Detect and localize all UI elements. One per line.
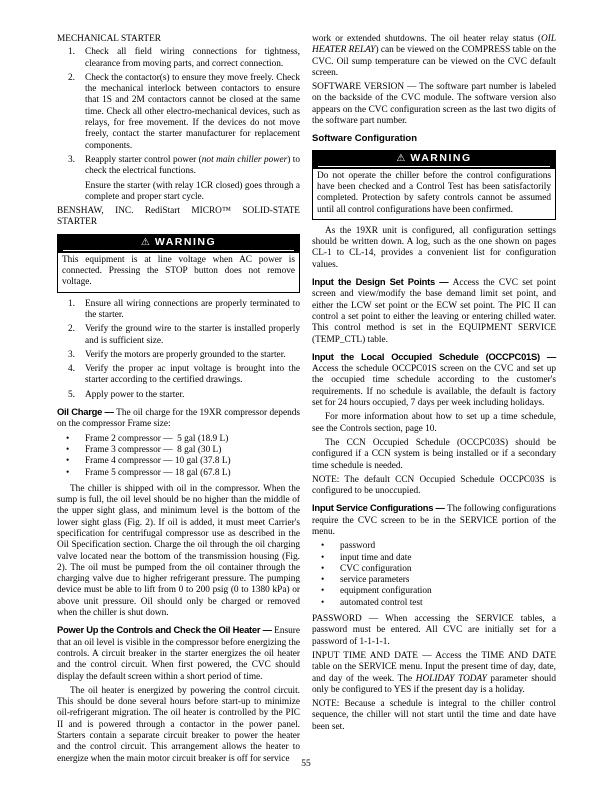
design-set-points-paragraph: Input the Design Set Points — Access the CVC set point screen and view/modify the base demand limit set point, and either the LCW set point or the ECW set point. The PIC II can control a set point to either the leaving or entering chilled water. This control method is set in the EQUIPMENT SERVICE (TEMP_CTL) table.: [312, 276, 556, 345]
page-number: 55: [301, 759, 311, 769]
section-heading-software-configuration: Software Configuration: [312, 133, 418, 145]
service-bullet-item: [312, 598, 556, 609]
list-item-text: Verify the ground wire to the starter is installed properly and is sufficient size.: [85, 324, 300, 346]
software-version-paragraph: SOFTWARE VERSION — The software part number is labeled on the backside of the CVC module. The software version also appears on the CVC configuration screen as the last two digits of the software part number.: [312, 82, 556, 127]
password-paragraph: PASSWORD — When accessing the SERVICE tables, a password must be entered. All CVC are initially set for a password of 1-1-1-1.: [312, 614, 556, 647]
service-bullet-item: [312, 564, 556, 575]
list-item-text: Verify the motors are properly grounded to the starter.: [85, 349, 286, 360]
list-number: 2.: [68, 72, 75, 83]
frame-bullet-item: [57, 445, 300, 456]
list-item-text: Check the contactor(s) to ensure they move freely. Check the mechanical interlock between contactors to ensure that 1S and 2M contactors cannot be closed at the same time. Check all other electro-mechanical devices, such as relays, for free movement. If the devices do not move freely, contact the starter manufacturer for replacement components.: [85, 72, 300, 151]
warning-text: Do not operate the chiller before the control configurations have been checked and a Control Test has been satisfactorily completed. Protection by safety controls cannot be assumed until all control configurations have been confirmed.: [317, 170, 551, 215]
warning-text: This equipment is at line voltage when AC power is connected. Pressing the STOP button does not remove voltage.: [62, 254, 295, 288]
frame-text: Frame 4 compressor — 10 gal (37.8 L): [85, 456, 231, 467]
list-item-text: Check all field wiring connections for tightness, clearance from moving parts, and correct connection.: [85, 47, 300, 69]
service-item-text: password: [340, 541, 376, 552]
list-item-text: Verify the proper ac input voltage is brought into the starter according to the certified drawings.: [85, 364, 300, 386]
service-bullet-item: [312, 586, 556, 597]
power-up-paragraph: Power Up the Controls and Check the Oil Heater — Ensure that an oil level is visible in the compressor before energizing the controls. A circuit breaker in the starter energizes the oil heater and the control circuit. When first powered, the CVC should display the default screen within a short period of time.: [57, 624, 300, 682]
frame-bullet-item: [57, 434, 300, 445]
bullet-marker: •: [66, 467, 70, 478]
warning-box: [57, 234, 300, 293]
service-item-text: automated control test: [340, 597, 423, 608]
bullet-marker: •: [321, 575, 325, 586]
time-date-paragraph: INPUT TIME AND DATE — Access the TIME AND DATE table on the SERVICE menu. Input the present time of day, date, and day of the week. The HOLIDAY TODAY parameter should only be configured to YES if the present day is a holiday.: [312, 650, 556, 695]
bullet-marker: •: [66, 433, 70, 444]
bullet-marker: •: [321, 563, 325, 574]
service-item-text: equipment configuration: [340, 586, 432, 597]
service-configurations-paragraph: Input Service Configurations — The following configurations require the CVC screen to be in the SERVICE portion of the menu.: [312, 502, 556, 537]
list-item: [57, 73, 300, 152]
section-heading-mechanical-starter: MECHANICAL STARTER: [57, 34, 161, 44]
list-item-text: Reapply starter control power (not main chiller power) to check the electrical functions.: [85, 154, 301, 177]
list-item-continuation: [57, 181, 300, 204]
list-number: [57, 181, 85, 204]
page-footer: [0, 759, 612, 770]
frame-text: Frame 5 compressor — 18 gal (67.8 L): [85, 467, 231, 478]
frame-bullet-item: [57, 456, 300, 467]
service-item-text: service parameters: [340, 575, 410, 586]
right-column: [312, 34, 556, 736]
list-item: [57, 299, 300, 322]
list-item: [57, 47, 300, 70]
service-item-text: input time and date: [340, 552, 412, 563]
list-number: 4.: [68, 364, 75, 375]
benshaw-heading: BENSHAW, INC. RediStart MICRO™ SOLID-STATE STARTER: [57, 206, 300, 228]
service-bullet-item: [312, 575, 556, 586]
bullet-marker: •: [321, 541, 325, 552]
bullet-marker: •: [321, 597, 325, 608]
list-item: [57, 390, 300, 401]
service-item-text: CVC configuration: [340, 563, 412, 574]
more-information-paragraph: For more information about how to set up a time schedule, see the Controls section, page 10.: [312, 412, 556, 434]
configuration-log-paragraph: As the 19XR unit is configured, all configuration settings should be written down. A log, such as the one shown on pages CL-1 to CL-14, provides a convenient list for configuration values.: [312, 225, 556, 270]
service-bullet-item: [312, 553, 556, 564]
bullet-marker: •: [66, 444, 70, 455]
service-bullet-item: [312, 541, 556, 552]
oil-charge-paragraph: Oil Charge — The oil charge for the 19XR compressor depends on the compressor Frame size:: [57, 406, 300, 430]
frame-text: Frame 3 compressor — 8 gal (30 L): [85, 444, 222, 455]
continuation-paragraph: work or extended shutdowns. The oil heater relay status (OIL HEATER RELAY) can be viewed on the COMPRESS table on the CVC. Oil sump temperature can be viewed on the CVC default screen.: [312, 34, 556, 78]
bullet-marker: •: [321, 552, 325, 563]
bullet-marker: •: [321, 586, 325, 597]
oil-shipping-paragraph: The chiller is shipped with oil in the compressor. When the sump is full, the oil level should be no higher than the middle of the upper sight glass, and minimum level is the bottom of the lower sight glass (Fig. 2). If oil is added, it must meet Carrier's specification for centrifugal compressor use as described in the Oil Specification section. Charge the oil through the oil charging valve located near the bottom of the transmission housing (Fig. 2). The oil must be pumped from the oil container through the charging valve due to higher refrigerant pressure. The pumping device must be able to lift from 0 to 200 psig (0 to 1380 kPa) or above unit pressure. Oil should only be charged or removed when the chiller is shut down.: [57, 483, 300, 619]
list-number: 2.: [68, 324, 75, 335]
list-number: 3.: [68, 349, 75, 360]
list-item-text: Ensure the starter (with relay 1CR closed) goes through a complete and proper start cycle.: [85, 180, 300, 202]
warning-icon: ⚠: [396, 152, 406, 164]
ccn-schedule-paragraph: The CCN Occupied Schedule (OCCPC03S) should be configured if a CCN system is being installed or if a secondary time schedule is needed.: [312, 437, 556, 471]
left-column: [57, 34, 300, 768]
bullet-marker: •: [66, 456, 70, 467]
list-item-text: Apply power to the starter.: [85, 389, 185, 400]
list-item-text: Ensure all wiring connections are properly terminated to the starter.: [85, 298, 300, 320]
list-number: 1.: [68, 47, 75, 58]
list-item: [57, 364, 300, 387]
warning-label: WARNING: [410, 151, 472, 164]
occupied-schedule-paragraph: Input the Local Occupied Schedule (OCCPC01S) — Access the schedule OCCPC01S screen on the CVC and set up the occupied time schedule according to the customer's requirements. If no schedule is available, the default is factory set for 24 hours occupied, 7 days per week including holidays.: [312, 350, 556, 409]
note-paragraph: NOTE: Because a schedule is integral to the chiller control sequence, the chiller will not start until the time and date have been set.: [312, 699, 556, 732]
list-number: 3.: [68, 154, 75, 165]
list-number: 5.: [68, 389, 75, 400]
warning-box: [312, 150, 556, 220]
list-item: [57, 155, 300, 178]
warning-icon: ⚠: [140, 236, 150, 248]
warning-header: [313, 151, 555, 169]
oil-heater-paragraph: The oil heater is energized by powering the control circuit. This should be done several hours before start-up to minimize oil-refrigerant migration. The oil heater is controlled by the PIC II and is powered through a contactor in the power panel. Starters contain a separate circuit breaker to power the heater and the control circuit. This arrangement allows the heater to energize when the main motor circuit breaker is off for service: [57, 685, 300, 764]
note-paragraph: NOTE: The default CCN Occupied Schedule OCCPC03S is configured to be unoccupied.: [312, 474, 556, 497]
list-item: [57, 350, 300, 361]
list-number: 1.: [68, 298, 75, 309]
list-item: [57, 324, 300, 347]
warning-header: [58, 235, 299, 253]
warning-label: WARNING: [154, 235, 217, 248]
frame-text: Frame 2 compressor — 5 gal (18.9 L): [85, 433, 229, 444]
frame-bullet-item: [57, 468, 300, 479]
